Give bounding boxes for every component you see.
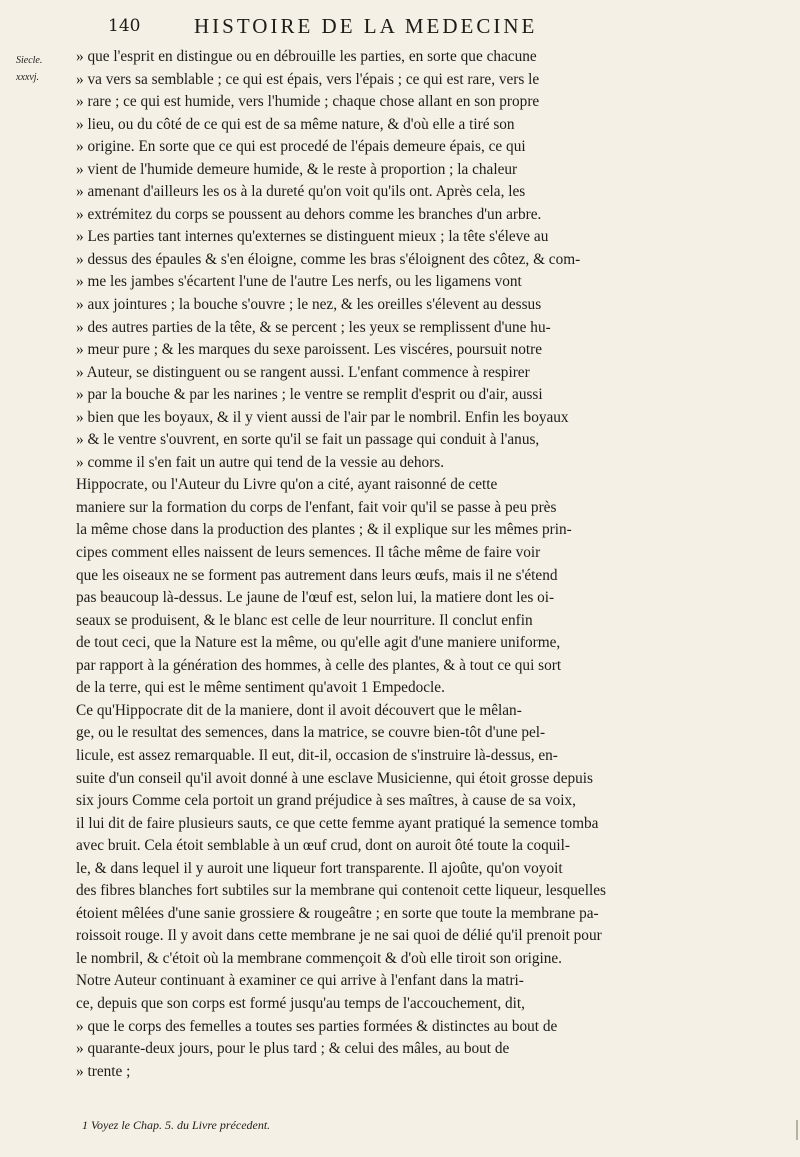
- text-line: six jours Comme cela portoit un grand préjudice à ses maîtres, à cause de sa voix,: [76, 792, 576, 810]
- text-line: » lieu, ou du côté de ce qui est de sa même nature, & d'où elle a tiré son: [76, 115, 515, 133]
- text-line: » comme il s'en fait un autre qui tend de la vessie au dehors.: [76, 453, 445, 471]
- text-line: » quarante-deux jours, pour le plus tard ; & celui des mâles, au bout de: [76, 1040, 510, 1058]
- text-line: » dessus des épaules & s'en éloigne, comme les bras s'éloignent des côtez, & com-: [76, 250, 581, 268]
- margin-century-label: Siecle.: [16, 55, 43, 66]
- page-header: [108, 14, 760, 38]
- text-line: maniere sur la formation du corps de l'enfant, fait voir qu'il se passe à peu près: [76, 498, 557, 516]
- text-line: des fibres blanches fort subtiles sur la membrane qui contenoit cette liqueur, lesquelles: [76, 882, 606, 900]
- paragraph: [76, 970, 791, 1083]
- text-line: seaux se produisent, & le blanc est celle de leur nourriture. Il conclut enfin: [76, 611, 533, 629]
- text-line: » origine. En sorte que ce qui est procedé de l'épais demeure épais, ce qui: [76, 138, 526, 156]
- text-line: avec bruit. Cela étoit semblable à un œuf crud, dont on auroit ôté toute la coquil-: [76, 837, 571, 855]
- body-text: [76, 46, 791, 1083]
- text-line: » des autres parties de la tête, & se percent ; les yeux se remplissent d'une hu-: [76, 318, 551, 336]
- text-line: étoient mêlées d'une sanie grossiere & rougeâtre ; en sorte que toute la membrane pa-: [76, 904, 599, 922]
- text-line: » trente ;: [76, 1062, 131, 1080]
- text-line: » rare ; ce qui est humide, vers l'humide ; chaque chose allant en son propre: [76, 93, 540, 111]
- text-line: de la terre, qui est le même sentiment qu'avoit 1 Empedocle.: [76, 679, 445, 697]
- text-line: » extrémitez du corps se poussent au dehors comme les branches d'un arbre.: [76, 205, 542, 223]
- page-number: 140: [108, 16, 141, 36]
- text-line: licule, est assez remarquable. Il eut, dit-il, occasion de s'instruire là-dessus, en-: [76, 746, 558, 764]
- text-line: de tout ceci, que la Nature est la même, ou qu'elle agit d'une maniere uniforme,: [76, 634, 561, 652]
- text-line: » aux jointures ; la bouche s'ouvre ; le nez, & les oreilles s'élevent au dessus: [76, 296, 542, 314]
- text-line: le, & dans lequel il y auroit une liqueur fort transparente. Il ajoûte, qu'on voyoit: [76, 859, 563, 877]
- text-line: que les oiseaux ne se forment pas autrement dans leurs œufs, mais il ne s'étend: [76, 566, 558, 584]
- text-line: » meur pure ; & les marques du sexe paroissent. Les viscéres, poursuit notre: [76, 341, 543, 359]
- text-line: la même chose dans la production des plantes ; & il explique sur les mêmes prin-: [76, 521, 572, 539]
- text-line: » va vers sa semblable ; ce qui est épais, vers l'épais ; ce qui est rare, vers le: [76, 70, 540, 88]
- text-line: » Les parties tant internes qu'externes se distinguent mieux ; la tête s'éleve au: [76, 228, 549, 246]
- text-line: par rapport à la génération des hommes, à celle des plantes, & à tout ce qui sort: [76, 656, 562, 674]
- footnote: 1 Voyez le Chap. 5. du Livre précedent.: [82, 1118, 271, 1132]
- margin-century-numeral: xxxvj.: [16, 72, 40, 83]
- paragraph: [76, 46, 791, 474]
- text-line: suite d'un conseil qu'il avoit donné à une esclave Musicienne, qui étoit grosse depuis: [76, 769, 593, 787]
- text-line: » que le corps des femelles a toutes ses parties formées & distinctes au bout de: [76, 1017, 558, 1035]
- text-line: » par la bouche & par les narines ; le ventre se remplit d'esprit ou d'air, aussi: [76, 386, 543, 404]
- text-line: roissoit rouge. Il y avoit dans cette membrane je ne sai quoi de délié qu'il prenoit pour: [76, 927, 602, 945]
- text-line: pas beaucoup là-dessus. Le jaune de l'œuf est, selon lui, la matiere dont les oi-: [76, 589, 555, 607]
- page-edge-mark: [796, 1120, 798, 1140]
- margin-note: [16, 52, 64, 86]
- text-line: ce, depuis que son corps est formé jusqu'au temps de l'accouchement, dit,: [76, 994, 525, 1012]
- text-line: Notre Auteur continuant à examiner ce qui arrive à l'enfant dans la matri-: [76, 972, 524, 990]
- text-line: cipes comment elles naissent de leurs semences. Il tâche même de faire voir: [76, 544, 541, 562]
- text-line: » bien que les boyaux, & il y vient aussi de l'air par le nombril. Enfin les boyaux: [76, 408, 569, 426]
- text-line: ge, ou le resultat des semences, dans la matrice, se couvre bien-tôt d'une pel-: [76, 724, 546, 742]
- paragraph: [76, 700, 791, 971]
- text-line: le nombril, & c'étoit où la membrane commençoit & d'où elle tiroit son origine.: [76, 949, 562, 967]
- text-line: » amenant d'ailleurs les os à la dureté qu'on voit qu'ils ont. Après cela, les: [76, 183, 526, 201]
- text-line: » que l'esprit en distingue ou en débrouille les parties, en sorte que chacune: [76, 48, 537, 65]
- text-line: Hippocrate, ou l'Auteur du Livre qu'on a cité, ayant raisonné de cette: [76, 476, 498, 494]
- text-line: Ce qu'Hippocrate dit de la maniere, dont il avoit découvert que le mêlan-: [76, 701, 522, 719]
- text-line: » & le ventre s'ouvrent, en sorte qu'il se fait un passage qui conduit à l'anus,: [76, 431, 540, 449]
- paragraph: [76, 474, 791, 699]
- text-line: » Auteur, se distinguent ou se rangent aussi. L'enfant commence à respirer: [76, 363, 530, 381]
- text-line: » vient de l'humide demeure humide, & le reste à proportion ; la chaleur: [76, 160, 518, 178]
- text-line: il lui dit de faire plusieurs sauts, ce que cette femme ayant pratiqué la semence tomba: [76, 814, 599, 832]
- running-title: HISTOIRE DE LA MEDECINE: [194, 14, 538, 38]
- text-line: » me les jambes s'écartent l'une de l'autre Les nerfs, ou les ligamens vont: [76, 273, 522, 291]
